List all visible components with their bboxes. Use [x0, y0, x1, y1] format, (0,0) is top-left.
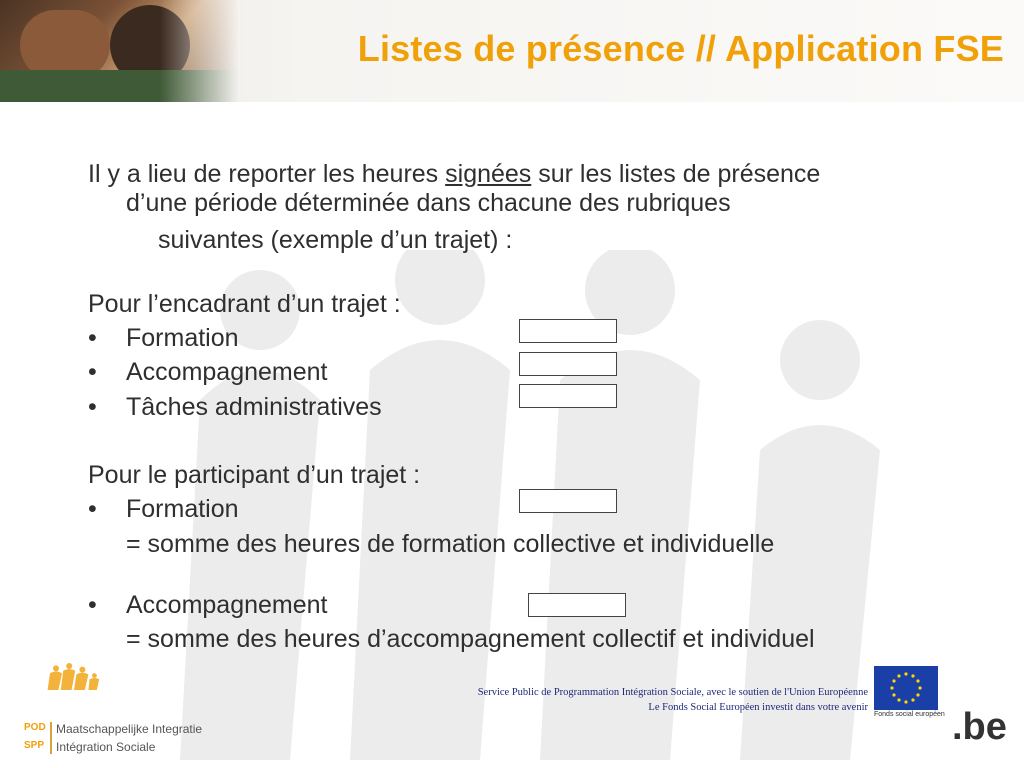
- intro-paragraph: [88, 160, 968, 254]
- spp-label: SPP: [24, 740, 45, 751]
- encadrant-taches-box[interactable]: [519, 384, 617, 408]
- org-name-fr: Intégration Sociale: [56, 740, 156, 754]
- be-logo: .be: [952, 706, 1007, 748]
- participant-accompagnement-note: = somme des heures d’accompagnement collectif et individuel: [126, 625, 815, 653]
- logo-divider: [50, 722, 52, 754]
- intro-text-end: sur les listes de présence: [531, 160, 821, 188]
- service-credit: [478, 686, 868, 715]
- org-name-nl: Maatschappelijke Integratie: [56, 722, 203, 736]
- header-banner: [0, 0, 1024, 102]
- intro-line-2: d’une période déterminée dans chacune des rubriques: [126, 188, 731, 217]
- participant-title: Pour le participant d’un trajet :: [88, 461, 421, 489]
- header-photo: [0, 0, 240, 102]
- intro-text-start: Il y a lieu de reporter les heures: [88, 160, 446, 188]
- eu-flag-icon: [874, 666, 938, 710]
- bullet-marker: •: [88, 495, 97, 523]
- participant-item-formation: • Formation: [88, 495, 239, 523]
- pod-label: POD: [24, 722, 46, 733]
- encadrant-title: Pour l’encadrant d’un trajet :: [88, 290, 401, 318]
- intro-line-3: suivantes (exemple d’un trajet) :: [158, 225, 513, 254]
- encadrant-item-accompagnement: • Accompagnement: [88, 358, 328, 386]
- encadrant-formation-box[interactable]: [519, 319, 617, 343]
- service-line-2: Le Fonds Social Européen investit dans votre avenir: [648, 701, 868, 713]
- participant-item-accompagnement: • Accompagnement: [88, 591, 328, 619]
- encadrant-accompagnement-box[interactable]: [519, 352, 617, 376]
- bullet-marker: •: [88, 591, 97, 619]
- pod-logo-figures: [20, 660, 140, 720]
- bullet-marker: •: [88, 393, 97, 421]
- slide-title: Listes de présence // Application FSE: [357, 28, 1004, 69]
- participant-formation-note: = somme des heures de formation collective et individuelle: [126, 530, 775, 558]
- service-line-1: Service Public de Programmation Intégration Sociale, avec le soutien de l'Union Européenne: [477, 687, 868, 698]
- encadrant-item-formation: • Formation: [88, 324, 239, 352]
- intro-underlined-word: signées: [445, 160, 532, 188]
- fse-label: Fonds social européen: [874, 711, 945, 718]
- bullet-marker: •: [88, 324, 97, 352]
- encadrant-item-taches: • Tâches administratives: [88, 393, 382, 421]
- participant-accompagnement-box[interactable]: [528, 593, 626, 617]
- bullet-marker: •: [88, 358, 97, 386]
- participant-formation-box[interactable]: [519, 489, 617, 513]
